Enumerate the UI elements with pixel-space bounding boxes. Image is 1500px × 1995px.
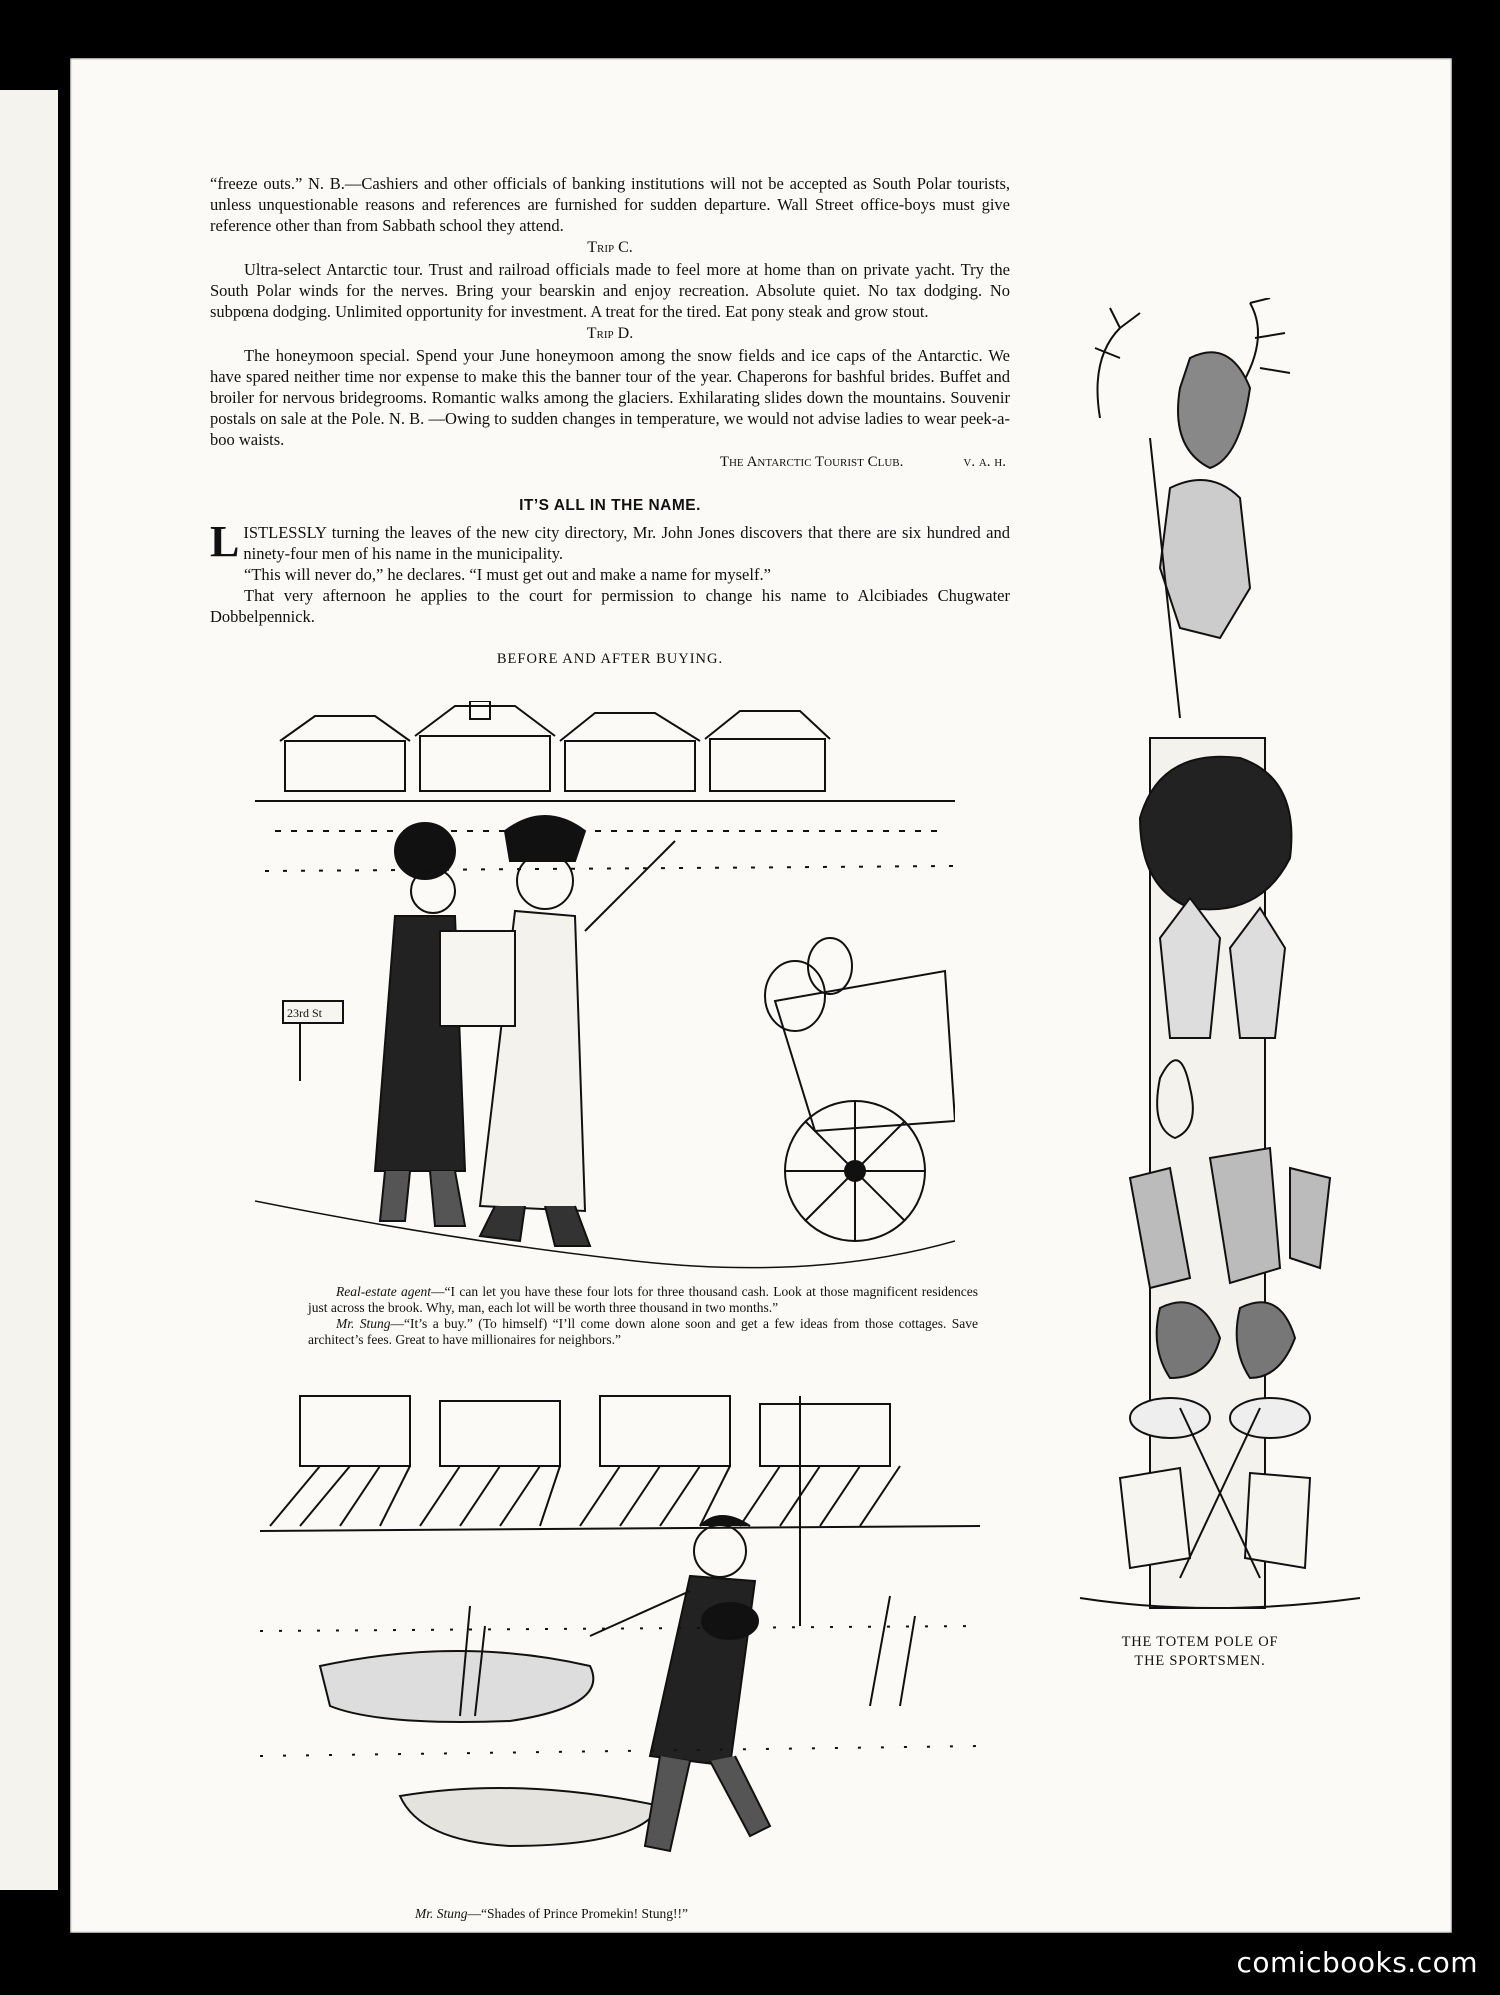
facing-page-edge: [0, 90, 58, 1890]
totem-caption: [1070, 1633, 1330, 1671]
name-story-paragraph-3: That very afternoon he applies to the court for permission to change his name to Alcibiades Chugwater Dobbelpennick.: [210, 586, 1010, 626]
intro-paragraph: “freeze outs.” N. B.—Cashiers and other officials of banking institutions will not be accepted as South Polar tourists, unless unquestionable reasons and references are furnished for sudden departure. Wall Street office-boys must give reference other than from Sabbath school they attend.: [210, 174, 1010, 235]
cartoon-after-caption: [415, 1906, 935, 1922]
name-story-text-1: ISTLESSLY turning the leaves of the new city directory, Mr. John Jones discovers that there are six hundred and ninety-four men of his name in the municipality.: [243, 523, 1010, 563]
caption-speaker-buyer: Mr. Stung: [336, 1316, 391, 1331]
caption-buyer-line: [308, 1316, 978, 1348]
cartoon-before-caption: [308, 1284, 978, 1348]
cartoon-before-illustration: [255, 701, 955, 1276]
totem-pole-illustration: [1040, 298, 1370, 1618]
caption-speaker-stung: Mr. Stung: [415, 1906, 468, 1921]
totem-caption-line-1: THE TOTEM POLE OF: [1121, 1634, 1279, 1650]
totem-caption-line-2: THE SPORTSMEN.: [1134, 1653, 1266, 1669]
text-column: [210, 173, 1010, 670]
trip-d-paragraph: The honeymoon special. Spend your June honeymoon among the snow fields and ice caps of the Antarctic. We have spared neither time nor expense to make this the banner tour of the year. Chaperons for bashful brides. Buffet and broiler for nervous bridegrooms. Romantic walks among the glaciers. Exhilarating slides down the mountains. Souvenir postals on sale at the Pole. N. B. —Owing to sudden changes in temperature, we would not advise ladies to wear peek-a-boo waists.: [210, 346, 1010, 449]
caption-agent-line: [308, 1284, 978, 1316]
drop-cap: L: [210, 517, 240, 566]
totem-pole-drawing: [1040, 298, 1370, 1618]
cartoon-after-drawing: [260, 1376, 980, 1896]
name-story-paragraph-1: [210, 517, 1010, 566]
site-watermark: comicbooks.com: [1236, 1946, 1478, 1979]
signpost-text: 23rd St: [287, 1006, 323, 1020]
trip-c-heading: Trip C.: [587, 239, 633, 256]
name-story-paragraph-2: “This will never do,” he declares. “I must get out and make a name for myself.”: [244, 565, 771, 584]
club-signature: [210, 452, 1010, 473]
signature-initials: v. a. h.: [963, 454, 1006, 470]
trip-d-heading: Trip D.: [586, 325, 634, 342]
caption-agent-quote: —“I can let you have these four lots for three thousand cash. Look at those magnificent residences just across the brook. Why, man, each lot will be worth three thousand in two months.”: [308, 1284, 978, 1315]
signature-name: The Antarctic Tourist Club.: [719, 454, 904, 470]
trip-c-paragraph: Ultra-select Antarctic tour. Trust and railroad officials made to feel more at home than on private yacht. Try the South Polar winds for the nerves. Bring your bearskin and enjoy recreation. Absolute quiet. No tax dodging. No subpœna dodging. Unlimited opportunity for investment. A treat for the tired. Eat pony steak and grow stout.: [210, 260, 1010, 321]
section-title: IT’S ALL IN THE NAME.: [519, 497, 701, 514]
caption-speaker-agent: Real-estate agent: [336, 1284, 432, 1299]
caption-buyer-quote: —“It’s a buy.” (To himself) “I’ll come down alone soon and get a few ideas from those cottages. Save architect’s fees. Great to have millionaires for neighbors.”: [308, 1316, 978, 1347]
magazine-page: [70, 58, 1452, 1933]
cartoon-title: BEFORE AND AFTER BUYING.: [496, 651, 724, 667]
cartoon-before-drawing: [255, 701, 955, 1276]
caption-stung-quote: —“Shades of Prince Promekin! Stung!!”: [467, 1906, 688, 1921]
cartoon-after-illustration: [260, 1376, 980, 1896]
